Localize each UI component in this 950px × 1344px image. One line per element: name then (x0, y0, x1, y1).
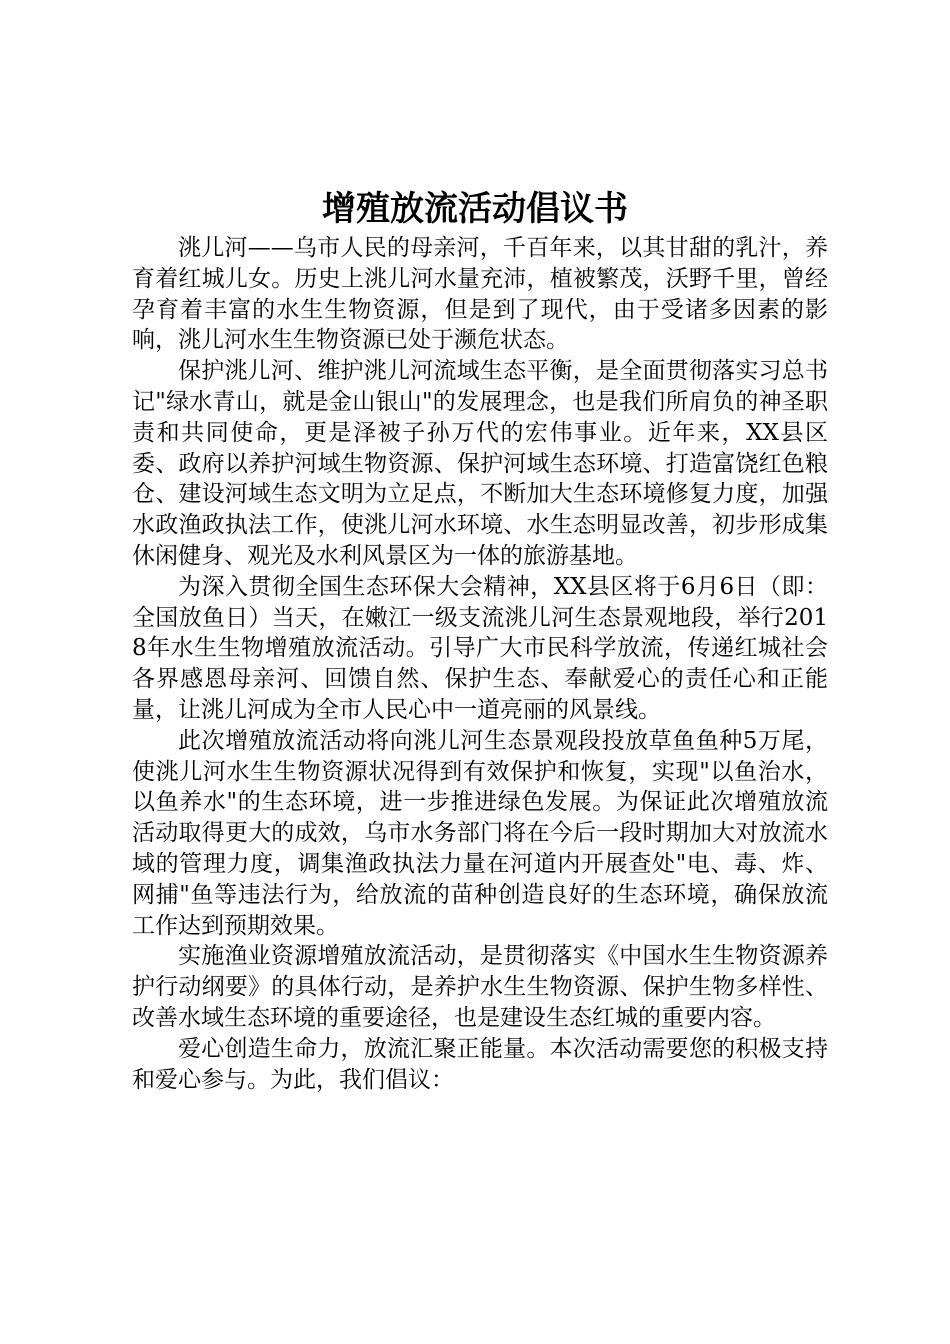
document-body (132, 233, 828, 1095)
paragraph-protection: 保护洮儿河、维护洮儿河流域生态平衡，是全面贯彻落实习总书记"绿水青山，就是金山银山"的发展理念，也是我们所肩负的神圣职责和共同使命，更是泽被子孙万代的宏伟事业。近年来，XX县区委、政府以养护河域生物资源、保护河域生态环境、打造富饶红色粮仓、建设河域生态文明为立足点，不断加大生态环境修复力度，加强水政渔政执法工作，使洮儿河水环境、水生态明显改善，初步形成集休闲健身、观光及水利风景区为一体的旅游基地。 (132, 358, 828, 569)
paragraph-release-plan: 此次增殖放流活动将向洮儿河生态景观段投放草鱼鱼种5万尾，使洮儿河水生生物资源状况得到有效保护和恢复，实现"以鱼治水，以鱼养水"的生态环境，进一步推进绿色发展。为保证此次增殖放流活动取得更大的成效，乌市水务部门将在今后一段时期加大对放流水域的管理力度，调集渔政执法力量在河道内开展查处"电、毒、炸、网捕"鱼等违法行为，给放流的苗种创造良好的生态环境，确保放流工作达到预期效果。 (132, 727, 828, 939)
paragraph-intro: 洮儿河——乌市人民的母亲河，千百年来，以其甘甜的乳汁，养育着红城儿女。历史上洮儿河水量充沛，植被繁茂，沃野千里，曾经孕育着丰富的水生生物资源，但是到了现代，由于受诸多因素的影响，洮儿河水生生物资源已处于濒危状态。 (132, 235, 828, 354)
paragraph-significance: 实施渔业资源增殖放流活动，是贯彻落实《中国水生生物资源养护行动纲要》的具体行动，是养护水生生物资源、保护生物多样性、改善水域生态环境的重要途径，也是建设生态红城的重要内容。 (132, 943, 828, 1031)
paragraph-call-to-action: 爱心创造生命力，放流汇聚正能量。本次活动需要您的积极支持和爱心参与。为此，我们倡议： (132, 1035, 828, 1093)
document-title: 增殖放流活动倡议书 (322, 189, 628, 229)
paragraph-event: 为深入贯彻全国生态环保大会精神，XX县区将于6月6日（即：全国放鱼日）当天，在嫩江一级支流洮儿河生态景观地段，举行2018年水生生物增殖放流活动。引导广大市民科学放流，传递红城社会各界感恩母亲河、回馈自然、保护生态、奉献爱心的责任心和正能量，让洮儿河成为全市人民心中一道亮丽的风景线。 (132, 573, 828, 723)
